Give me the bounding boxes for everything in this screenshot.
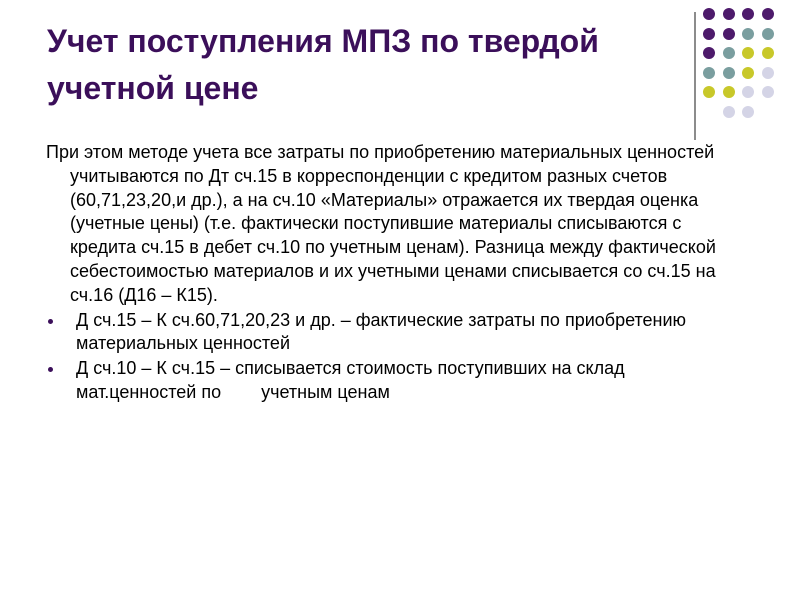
decorative-dot-icon [703,28,715,40]
bullet-item [46,357,746,405]
decorative-dot-icon [762,28,774,40]
decorative-dot-icon [723,8,735,20]
intro-paragraph: При этом методе учета все затраты по приобретению материальных ценностей учитываются по Дт сч.15 в корреспонденции с кредитом разных счетов (60,71,23,20,и др.), а на сч.10 «Материалы» отражается их твердая оценка (учетные цены) (т.е. фактически поступившие материалы списываются с кредита сч.15 в дебет сч.10 по учетным ценам). Разница между фактической себестоимостью материалов и их учетными ценами списывается со сч.15 на сч.16 (Д16 – К15). [46,142,716,305]
decorative-dot-icon [742,8,754,20]
slide-title: Учет поступления МПЗ по твердой учетной цене [47,23,599,106]
decorative-dot-icon [723,47,735,59]
bullet-item [46,309,746,357]
decorative-dot-icon [723,28,735,40]
decorative-dot-icon [762,47,774,59]
bullet-dot-icon [48,367,53,372]
decorative-dot-icon [762,86,774,98]
slide-body [46,141,746,406]
decorative-dot-icon [723,67,735,79]
bullet-dot-icon [48,319,53,324]
vertical-divider [694,12,696,140]
decorative-dot-icon [742,28,754,40]
decorative-dot-icon [742,67,754,79]
decorative-dot-icon [703,67,715,79]
decorative-dot-icon [742,86,754,98]
decorative-dot-icon [762,67,774,79]
decorative-dot-icon [742,106,754,118]
decorative-dot-icon [762,8,774,20]
decorative-dot-icon [703,8,715,20]
decorative-dot-grid [703,8,783,132]
decorative-dot-icon [742,47,754,59]
decorative-dot-icon [723,106,735,118]
bullet-text: Д сч.15 – К сч.60,71,20,23 и др. – фактические затраты по приобретению материальных ценностей [76,309,687,354]
decorative-dot-icon [703,86,715,98]
decorative-dot-icon [723,86,735,98]
bullet-text: Д сч.10 – К сч.15 – списывается стоимость поступивших на склад мат.ценностей по учетным ценам [76,358,630,402]
decorative-dot-icon [703,47,715,59]
